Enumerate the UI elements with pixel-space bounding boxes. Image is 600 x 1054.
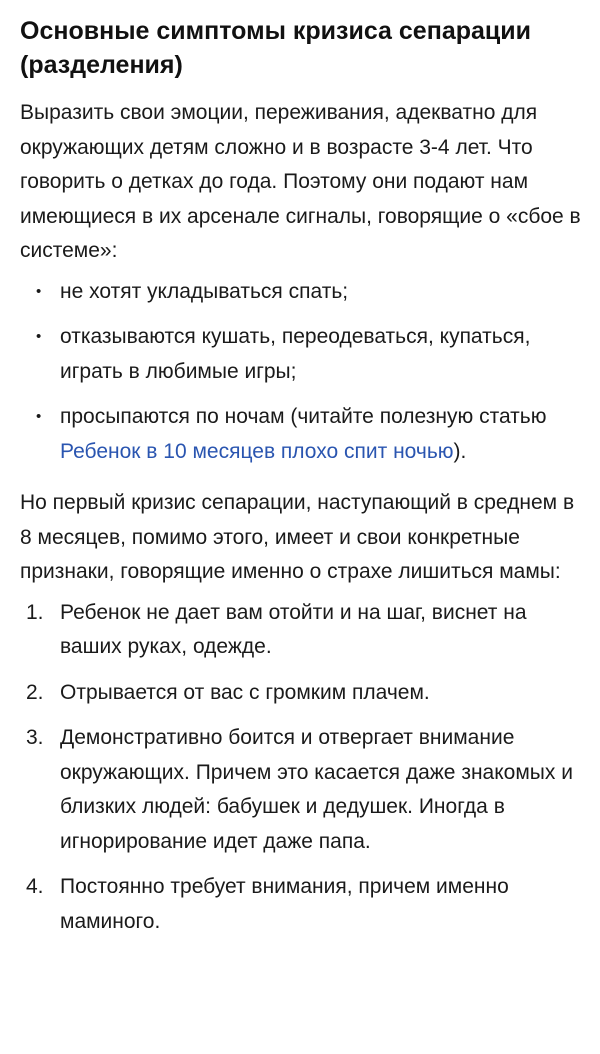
- list-item-text: Отрывается от вас с громким плачем.: [60, 680, 430, 704]
- signs-numbered-list: [20, 596, 586, 940]
- list-item-text: Постоянно требует внимания, причем именно маминого.: [60, 875, 509, 933]
- intro-paragraph: Выразить свои эмоции, переживания, адекватно для окружающих детям сложно и в возрасте 3-4 лет. Что говорить о детках до года. Поэтому они подают нам имеющиеся в их арсенале сигналы, говорящие о «сбое в системе»:: [20, 101, 581, 262]
- bullet-marker: •: [36, 328, 42, 345]
- section-heading: Основные симптомы кризиса сепарации (разделения): [20, 17, 531, 79]
- list-item: [20, 596, 586, 665]
- list-item: [20, 676, 586, 711]
- list-item-text-after: ).: [453, 439, 467, 463]
- second-paragraph: Но первый кризис сепарации, наступающий в среднем в 8 месяцев, помимо этого, имеет и свои конкретные признаки, говорящие именно о страхе лишиться мамы:: [20, 491, 575, 583]
- list-item: [20, 400, 586, 469]
- list-item-text: Демонстративно боится и отвергает внимание окружающих. Причем это касается даже знакомых и близких людей: бабушек и дедушек. Иногда в игнорирование идет даже папа.: [60, 726, 573, 853]
- article: [20, 14, 586, 950]
- symptoms-bullet-list: [20, 275, 586, 470]
- list-item-text-before: просыпаются по ночам (читайте полезную статью: [60, 405, 547, 428]
- list-item: [20, 320, 586, 389]
- list-number: 1.: [26, 600, 44, 624]
- list-number: 4.: [26, 875, 44, 898]
- list-item: [20, 275, 586, 310]
- list-number: 3.: [26, 726, 44, 749]
- list-item: [20, 870, 586, 939]
- related-article-link[interactable]: Ребенок в 10 месяцев плохо спит ночью: [60, 439, 454, 463]
- list-item-text: не хотят укладываться спать;: [60, 279, 349, 303]
- bullet-marker: •: [36, 408, 42, 425]
- list-item-text: отказываются кушать, переодеваться, купаться, играть в любимые игры;: [60, 325, 531, 383]
- list-number: 2.: [26, 680, 44, 704]
- bullet-marker: •: [36, 282, 42, 300]
- list-item-text: Ребенок не дает вам отойти и на шаг, виснет на ваших руках, одежде.: [60, 600, 527, 658]
- list-item: [20, 721, 586, 859]
